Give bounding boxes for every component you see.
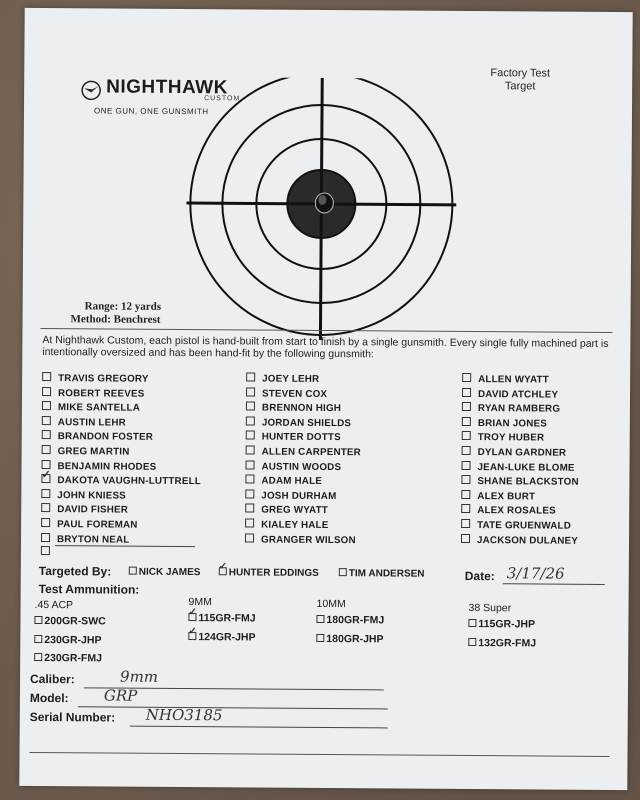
gunsmith-name: BRANDON FOSTER — [57, 431, 154, 444]
gunsmith-name: KIALEY HALE — [261, 519, 329, 532]
checkbox-icon[interactable] — [461, 534, 470, 543]
checkbox-icon[interactable] — [41, 546, 50, 555]
gunsmith-item[interactable] — [462, 417, 547, 430]
checkbox-icon[interactable] — [246, 416, 255, 425]
gunsmith-name: HUNTER DOTTS — [261, 431, 341, 444]
gunsmith-name: AUSTIN WOODS — [261, 461, 342, 473]
gunsmith-item[interactable] — [246, 445, 361, 458]
gunsmith-name: TROY HUBER — [477, 432, 545, 444]
gunsmith-item[interactable] — [461, 490, 535, 503]
gunsmith-item[interactable] — [246, 372, 319, 385]
gunsmith-item[interactable] — [462, 446, 567, 459]
gunsmith-item[interactable] — [42, 416, 126, 429]
checkbox-icon[interactable] — [246, 387, 255, 396]
ammo-label: Test Ammunition: — [38, 581, 140, 597]
checkbox-icon[interactable] — [188, 632, 196, 640]
checkbox-icon[interactable] — [245, 504, 254, 513]
targeted-by-name: NICK JAMES — [138, 566, 201, 579]
gunsmith-item[interactable] — [41, 518, 138, 531]
gunsmith-item[interactable] — [245, 504, 328, 517]
gunsmith-name: BRENNON HIGH — [261, 402, 342, 415]
gunsmith-name: JOEY LEHR — [262, 373, 320, 385]
gunsmith-item[interactable] — [41, 533, 130, 546]
checkbox-icon[interactable] — [462, 461, 471, 470]
gunsmith-name: ALLEN CARPENTER — [261, 446, 362, 459]
gunsmith-item[interactable] — [42, 401, 140, 414]
checkbox-icon[interactable] — [42, 401, 51, 410]
checkbox-icon[interactable] — [339, 568, 347, 576]
ammo-option[interactable] — [34, 652, 102, 664]
checkbox-icon[interactable] — [246, 431, 255, 440]
serial-label: Serial Number: — [29, 709, 116, 725]
checkbox-icon[interactable] — [42, 430, 51, 439]
targeted-by-option[interactable] — [219, 567, 319, 579]
sheet-title-line2: Target — [504, 80, 536, 93]
gunsmith-item[interactable] — [245, 518, 328, 531]
gunsmith-item[interactable] — [41, 489, 126, 502]
gunsmith-name: AUSTIN LEHR — [57, 416, 126, 429]
gunsmith-item[interactable] — [462, 373, 549, 386]
gunsmith-item[interactable] — [42, 430, 153, 443]
ammo-heading: .45 ACP — [34, 598, 74, 612]
gunsmith-name: DYLAN GARDNER — [477, 447, 567, 459]
checkbox-icon[interactable] — [461, 519, 470, 528]
gunsmith-item[interactable] — [462, 431, 545, 444]
checkbox-icon[interactable] — [245, 475, 254, 484]
gunsmith-name: ROBERT REEVES — [57, 387, 145, 400]
model-label: Model: — [29, 690, 69, 706]
caliber-label: Caliber: — [29, 671, 75, 687]
gunsmith-name: JACKSON DULANEY — [476, 534, 579, 547]
gunsmith-name: DAKOTA VAUGHN-LUTTRELL — [57, 475, 202, 488]
checkbox-icon[interactable] — [41, 489, 50, 498]
gunsmith-name: SHANE BLACKSTON — [477, 476, 579, 488]
checkbox-icon[interactable] — [245, 533, 254, 542]
ammo-option[interactable] — [34, 615, 105, 627]
checkbox-icon[interactable] — [219, 567, 227, 575]
gunsmith-name: TRAVIS GREGORY — [58, 373, 149, 385]
gunsmith-item[interactable] — [246, 387, 327, 400]
date-value: 3/17/26 — [506, 564, 565, 583]
targeted-by-option[interactable] — [129, 567, 201, 579]
gunsmith-item[interactable] — [461, 461, 574, 474]
checkbox-icon[interactable] — [462, 373, 471, 382]
gunsmith-item[interactable] — [461, 475, 578, 488]
gunsmith-item[interactable] — [246, 402, 341, 415]
gunsmith-name: JOHN KNIESS — [57, 489, 126, 502]
date-label: Date: — [464, 568, 495, 584]
serial-line — [130, 726, 388, 729]
gunsmith-name: BRYTON NEAL — [56, 533, 130, 546]
ammo-name: 180GR-FMJ — [326, 614, 385, 627]
model-value: GRP — [103, 686, 138, 705]
ammo-name: 115GR-JHP — [478, 618, 536, 631]
checkbox-icon[interactable] — [34, 634, 42, 642]
gunsmith-item[interactable] — [246, 431, 341, 444]
method-text: Method: Benchrest — [70, 313, 161, 326]
date-line — [503, 583, 605, 585]
gunsmith-name: DAVID FISHER — [57, 504, 129, 517]
checkbox-icon[interactable] — [41, 474, 50, 483]
gunsmith-item[interactable] — [461, 519, 571, 532]
gunsmith-name: BENJAMIN RHODES — [57, 460, 157, 473]
intro-text: At Nighthawk Custom, each pistol is hand-built from start to finish by a single gunsmith. Every single fully machined part is intentionally oversized and has been hand-fit by the following gunsmith: — [42, 334, 609, 361]
ammo-option[interactable] — [188, 631, 255, 643]
checkbox-icon[interactable] — [41, 503, 50, 512]
ammo-option[interactable] — [468, 636, 536, 648]
targeted-by-name: TIM ANDERSEN — [348, 568, 425, 580]
checkbox-icon[interactable] — [316, 633, 324, 641]
checkbox-icon[interactable] — [34, 653, 42, 661]
checkbox-icon[interactable] — [461, 475, 470, 484]
ammo-name: 132GR-FMJ — [478, 636, 537, 649]
caliber-value: 9mm — [119, 667, 159, 686]
gunsmith-item[interactable] — [41, 474, 201, 487]
gunsmith-item[interactable] — [41, 460, 156, 473]
gunsmith-name: DAVID ATCHLEY — [477, 388, 559, 401]
gunsmith-item[interactable] — [41, 503, 128, 516]
sheet-title-line1: Factory Test — [490, 67, 551, 80]
ammo-name: 200GR-SWC — [44, 615, 106, 628]
checkbox-icon[interactable] — [462, 417, 471, 426]
blank-gunsmith-line — [55, 545, 195, 547]
ammo-option[interactable] — [316, 614, 384, 626]
bullseye-target-icon — [185, 77, 457, 346]
range-info — [71, 300, 162, 327]
gunsmith-item[interactable] — [461, 534, 578, 547]
ammo-name: 230GR-FMJ — [44, 652, 102, 665]
checkbox-icon[interactable] — [462, 402, 471, 411]
gunsmith-name: MIKE SANTELLA — [57, 402, 141, 414]
checkbox-icon[interactable] — [461, 490, 470, 499]
gunsmith-name: JEAN-LUKE BLOME — [477, 461, 575, 474]
gunsmith-name: JORDAN SHIELDS — [261, 417, 352, 429]
checkbox-icon[interactable] — [461, 504, 470, 513]
ammo-heading: 10MM — [316, 597, 346, 611]
gunsmith-name: GRANGER WILSON — [260, 534, 356, 546]
checkbox-icon[interactable] — [246, 445, 255, 454]
gunsmith-name: ADAM HALE — [261, 475, 323, 488]
gunsmith-item[interactable] — [462, 402, 560, 415]
checkbox-icon[interactable] — [462, 446, 471, 455]
gunsmith-item[interactable] — [246, 416, 351, 429]
checkbox-icon[interactable] — [41, 518, 50, 527]
test-target-sheet — [19, 8, 632, 790]
checkbox-icon[interactable] — [246, 372, 255, 381]
checkbox-icon[interactable] — [245, 489, 254, 498]
ammo-name: 180GR-JHP — [326, 632, 384, 645]
blank-gunsmith-entry[interactable] — [41, 546, 57, 558]
checkbox-icon[interactable] — [246, 402, 255, 411]
gunsmith-name: PAUL FOREMAN — [57, 519, 138, 531]
checkbox-icon[interactable] — [468, 637, 476, 645]
gunsmith-name: ALEX BURT — [477, 490, 536, 503]
gunsmith-item[interactable] — [245, 533, 356, 546]
gunsmith-item[interactable] — [461, 504, 556, 517]
checkbox-icon[interactable] — [42, 387, 51, 396]
checkbox-icon[interactable] — [246, 460, 255, 469]
targeted-by-name: HUNTER EDDINGS — [228, 567, 319, 579]
checkbox-icon[interactable] — [42, 445, 51, 454]
checkbox-icon[interactable] — [42, 372, 51, 381]
range-text: Range: 12 yards — [84, 300, 162, 313]
checkbox-icon[interactable] — [462, 388, 471, 397]
bottom-divider — [30, 752, 610, 757]
ammo-option[interactable] — [188, 612, 255, 624]
ammo-option[interactable] — [468, 618, 535, 630]
brand-sub: CUSTOM — [204, 95, 241, 103]
ammo-option[interactable] — [34, 633, 101, 645]
gunsmith-name: JOSH DURHAM — [261, 490, 337, 502]
ammo-heading: 9MM — [188, 596, 212, 609]
gunsmith-item[interactable] — [245, 489, 336, 502]
gunsmith-name: GREG WYATT — [261, 504, 329, 517]
ammo-heading: 38 Super — [468, 602, 512, 615]
gunsmith-name: BRIAN JONES — [477, 417, 548, 430]
sheet-title — [472, 67, 568, 94]
ammo-name: 230GR-JHP — [44, 633, 102, 646]
checkbox-icon[interactable] — [316, 615, 324, 623]
checkbox-icon[interactable] — [41, 533, 50, 542]
gunsmith-name: ALEX ROSALES — [477, 505, 556, 517]
checkbox-icon[interactable] — [42, 416, 51, 425]
brand-tagline: ONE GUN, ONE GUNSMITH — [93, 106, 209, 117]
gunsmith-item[interactable] — [42, 445, 130, 458]
gunsmith-name: GREG MARTIN — [57, 446, 130, 458]
checkbox-icon[interactable] — [245, 518, 254, 527]
gunsmith-name: RYAN RAMBERG — [477, 403, 561, 415]
targeted-by-option[interactable] — [339, 568, 425, 580]
hawk-logo-icon — [80, 80, 102, 106]
checkbox-icon[interactable] — [462, 431, 471, 440]
checkbox-icon[interactable] — [129, 567, 137, 575]
serial-value: NHO3185 — [145, 705, 223, 725]
targeted-by-label: Targeted By: — [38, 563, 112, 579]
ammo-name: 124GR-JHP — [198, 630, 256, 644]
ammo-name: 115GR-FMJ — [198, 612, 256, 625]
model-line — [78, 706, 388, 709]
gunsmith-item[interactable] — [462, 388, 558, 401]
checkbox-icon[interactable] — [34, 616, 42, 624]
gunsmith-name: TATE GRUENWALD — [477, 520, 572, 532]
brand-name: NIGHTHAWK — [106, 76, 228, 99]
gunsmith-name: ALLEN WYATT — [478, 374, 549, 386]
checkbox-icon[interactable] — [188, 613, 196, 621]
ammo-option[interactable] — [316, 632, 383, 644]
gunsmith-item[interactable] — [245, 475, 322, 488]
gunsmith-name: STEVEN COX — [261, 388, 328, 400]
gunsmith-item[interactable] — [245, 460, 341, 473]
gunsmith-item[interactable] — [42, 387, 145, 400]
gunsmith-item[interactable] — [42, 372, 149, 385]
checkbox-icon[interactable] — [468, 619, 476, 627]
